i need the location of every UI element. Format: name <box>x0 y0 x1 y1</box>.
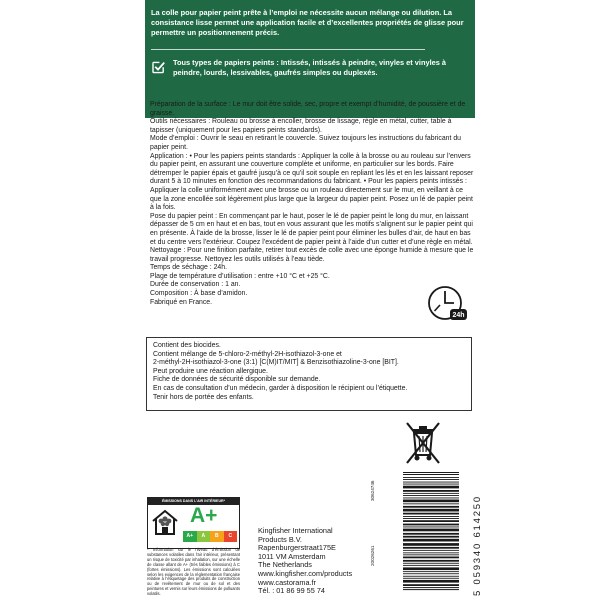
barcode-bar <box>403 477 459 478</box>
house-icon <box>151 508 179 536</box>
emissions-note: * Information sur le niveau d’émission de substances volatiles dans l’air intérieur, présentant un risque de toxicité par inhalation, sur une échelle de classe allant de A+ (très faibles émissions) à C (fortes émissions). Les émissions sont calculées selon les exigences de la réglementation française relative à l’étiquetage des produits de construction ou de revêtement de mur ou de sol et des peintures et vernis sur leurs émissions de polluants volatils. <box>147 547 240 597</box>
barcode-bar <box>403 479 459 480</box>
company-line: Products B.V. <box>258 534 302 544</box>
barcode-bar <box>403 498 459 499</box>
barcode-bar <box>403 587 459 588</box>
usage-instructions <box>150 101 475 307</box>
check-icon <box>151 60 165 74</box>
barcode-bar <box>403 503 459 504</box>
company-line: www.castorama.fr <box>258 577 316 587</box>
barcode-bar <box>403 565 459 566</box>
barcode-bar <box>403 550 459 551</box>
hazard-line: Contient mélange de 5-chloro-2-méthyl-2H-isothiazol-3-one et <box>153 350 342 358</box>
instruction-paragraph: Nettoyage : Pour une finition parfaite, retirer tout excès de colle avec une éponge humide à mesure que le travail progresse. Nettoyez les outils utilisés à l’eau tiède. <box>150 247 474 263</box>
indoor-air-emissions-label <box>147 497 240 549</box>
hazard-line: 2-méthyl-2H-isothiazol-3-one (3:1) [C(M)IT/MIT] & Benzisothiazoline-3-one [BIT]. <box>153 359 399 367</box>
hazard-line: Peut produire une réaction allergique. <box>153 367 268 375</box>
emissions-class: A <box>197 531 211 542</box>
company-line: www.kingfisher.com/products <box>258 568 353 578</box>
barcode-bar <box>403 536 459 538</box>
hazard-line: En cas de consultation d’un médecin, garder à disposition le récipient ou l’étiquette. <box>153 384 408 392</box>
hazard-line: Tenir hors de portée des enfants. <box>153 393 254 401</box>
barcode-bar <box>403 518 459 519</box>
instruction-paragraph: Fabriqué en France. <box>150 298 213 306</box>
emissions-grade: A+ <box>190 504 218 527</box>
hazard-line: Fiche de données de sécurité disponible sur demande. <box>153 376 321 384</box>
barcode-bar <box>403 474 459 475</box>
emissions-class: B <box>210 531 224 542</box>
emissions-scale <box>183 531 237 542</box>
barcode-bar <box>403 563 459 564</box>
barcode-bar <box>403 539 459 542</box>
barcode-bar <box>403 557 459 559</box>
instruction-paragraph: Plage de température d’utilisation : entre +10 °C et +25 °C. <box>150 272 330 280</box>
barcode-bar <box>403 486 459 489</box>
company-line: Tél. : 01 86 99 55 74 <box>258 586 325 596</box>
barcode-bar <box>403 567 459 570</box>
emissions-class: A+ <box>183 531 197 542</box>
company-line: 1011 VM Amsterdam <box>258 551 326 561</box>
barcode-bar <box>403 484 459 485</box>
feature-row <box>151 58 469 98</box>
instruction-paragraph: Application : • Pour les papiers peints standards : Appliquer la colle à la brosse ou au rouleau sur l’envers du papier peint, en assurant une couverture complète et uniforme, en particulier sur les bords. Faire détremper le papier épais et gaufré jusqu’à ce qu’il soit souple en repliant les lés et en les laissant reposer durant 5 à 10 minutes en fonction des recommandations du fabricant. • Pour les papiers peints intissés : Appliquer la colle uniformément avec une brosse ou un rouleau directement sur le mur, en veillant à ce que la zone encollée soit légèrement plus large que la largeur du papier peint. Posez un lé de papier peint à la fois. <box>150 152 474 212</box>
barcode-bar <box>403 529 459 532</box>
company-line: Kingfisher International <box>258 526 333 535</box>
product-intro-text: La colle pour papier peint prête à l’emploi ne nécessite aucun mélange ou dilution. La consistance lisse permet une application facile et d’excellentes propriétés de glisse pour permettre un positionnement précis. <box>151 8 464 37</box>
barcode-bar <box>403 495 459 496</box>
product-code: 30624746 <box>370 480 375 501</box>
barcode-bar <box>403 552 459 553</box>
hazard-line: Contient des biocides. <box>153 342 221 349</box>
barcode-number-area <box>460 470 483 600</box>
article-code: 20026261 <box>370 545 375 566</box>
barcode-bar <box>403 493 459 494</box>
instruction-paragraph: Composition : À base d’amidon. <box>150 290 248 298</box>
barcode-bar <box>403 516 459 517</box>
company-address <box>258 527 398 596</box>
barcode-bar <box>403 533 459 535</box>
barcode-bar <box>403 580 459 583</box>
instruction-paragraph: Outils nécessaires : Rouleau ou brosse à encoller, brosse de lissage, règle en métal, cutter, table à tapisser (uniquement pour les papiers peints standards). <box>150 118 452 134</box>
barcode-bar <box>403 578 459 579</box>
barcode-bar <box>403 527 459 528</box>
company-line: Rapenburgerstraat175E <box>258 543 336 553</box>
barcode-bar <box>403 490 459 492</box>
barcode-bar <box>403 584 459 586</box>
instruction-paragraph: Pose du papier peint : En commençant par le haut, poser le lé de papier peint le long du mur, en laissant dépasser de 5 cm en haut et en bas, tout en vous assurant que les motifs s’alignent sur le papier peint qui en présente. À l’aide de la brosse, lisser le lé de papier peint pour éliminer les bulles d’air, de haut en bas et du centre vers l’extérieur. Coupez l’excédent de papier peint à l’aide d’un cutter et d’une règle en métal. <box>150 212 473 246</box>
instruction-paragraph: Mode d’emploi : Ouvrir le seau en retirant le couvercle. Suivez toujours les instructions du fabricant du papier peint. <box>150 135 461 151</box>
barcode-bar <box>403 543 459 546</box>
barcode-bar <box>403 500 459 503</box>
barcode-bar <box>403 524 459 526</box>
instruction-paragraph: Durée de conservation : 1 an. <box>150 281 241 289</box>
barcode-bar <box>403 509 459 512</box>
crossed-bin-icon <box>402 420 444 466</box>
barcode-bar <box>403 560 459 562</box>
emissions-class: C <box>224 531 238 542</box>
barcode-bar <box>403 547 459 549</box>
barcode-bar <box>403 576 459 577</box>
barcode-bar <box>403 573 459 574</box>
barcode-bar <box>403 571 459 572</box>
barcode-bar <box>403 513 459 515</box>
barcode-bar <box>403 554 459 555</box>
barcode-bar <box>403 482 459 483</box>
panel-divider <box>151 49 425 50</box>
emissions-title: ÉMISSIONS DANS L’AIR INTÉRIEUR* <box>148 498 239 505</box>
feature-text: Tous types de papiers peints : Intissés, intissés à peindre, vinyles et vinyles à peindre, lourds, lessivables, gaufrés simples ou duplexés. <box>173 58 447 77</box>
barcode-number: 5 059340 614250 <box>472 495 483 596</box>
clock-label: 24h <box>452 312 465 319</box>
barcode-bar <box>403 506 459 508</box>
instruction-paragraph: Préparation de la surface : Le mur doit être solide, sec, propre et exempt d’humidité, de poussière et de graisse. <box>150 101 466 117</box>
clock-24h-icon <box>426 283 468 325</box>
barcode-bar <box>403 589 459 590</box>
barcode-bar <box>403 472 459 473</box>
instruction-paragraph: Temps de séchage : 24h. <box>150 264 227 272</box>
barcode-bar <box>403 520 459 522</box>
hazard-statements <box>146 337 472 411</box>
company-line: The Netherlands <box>258 560 312 570</box>
